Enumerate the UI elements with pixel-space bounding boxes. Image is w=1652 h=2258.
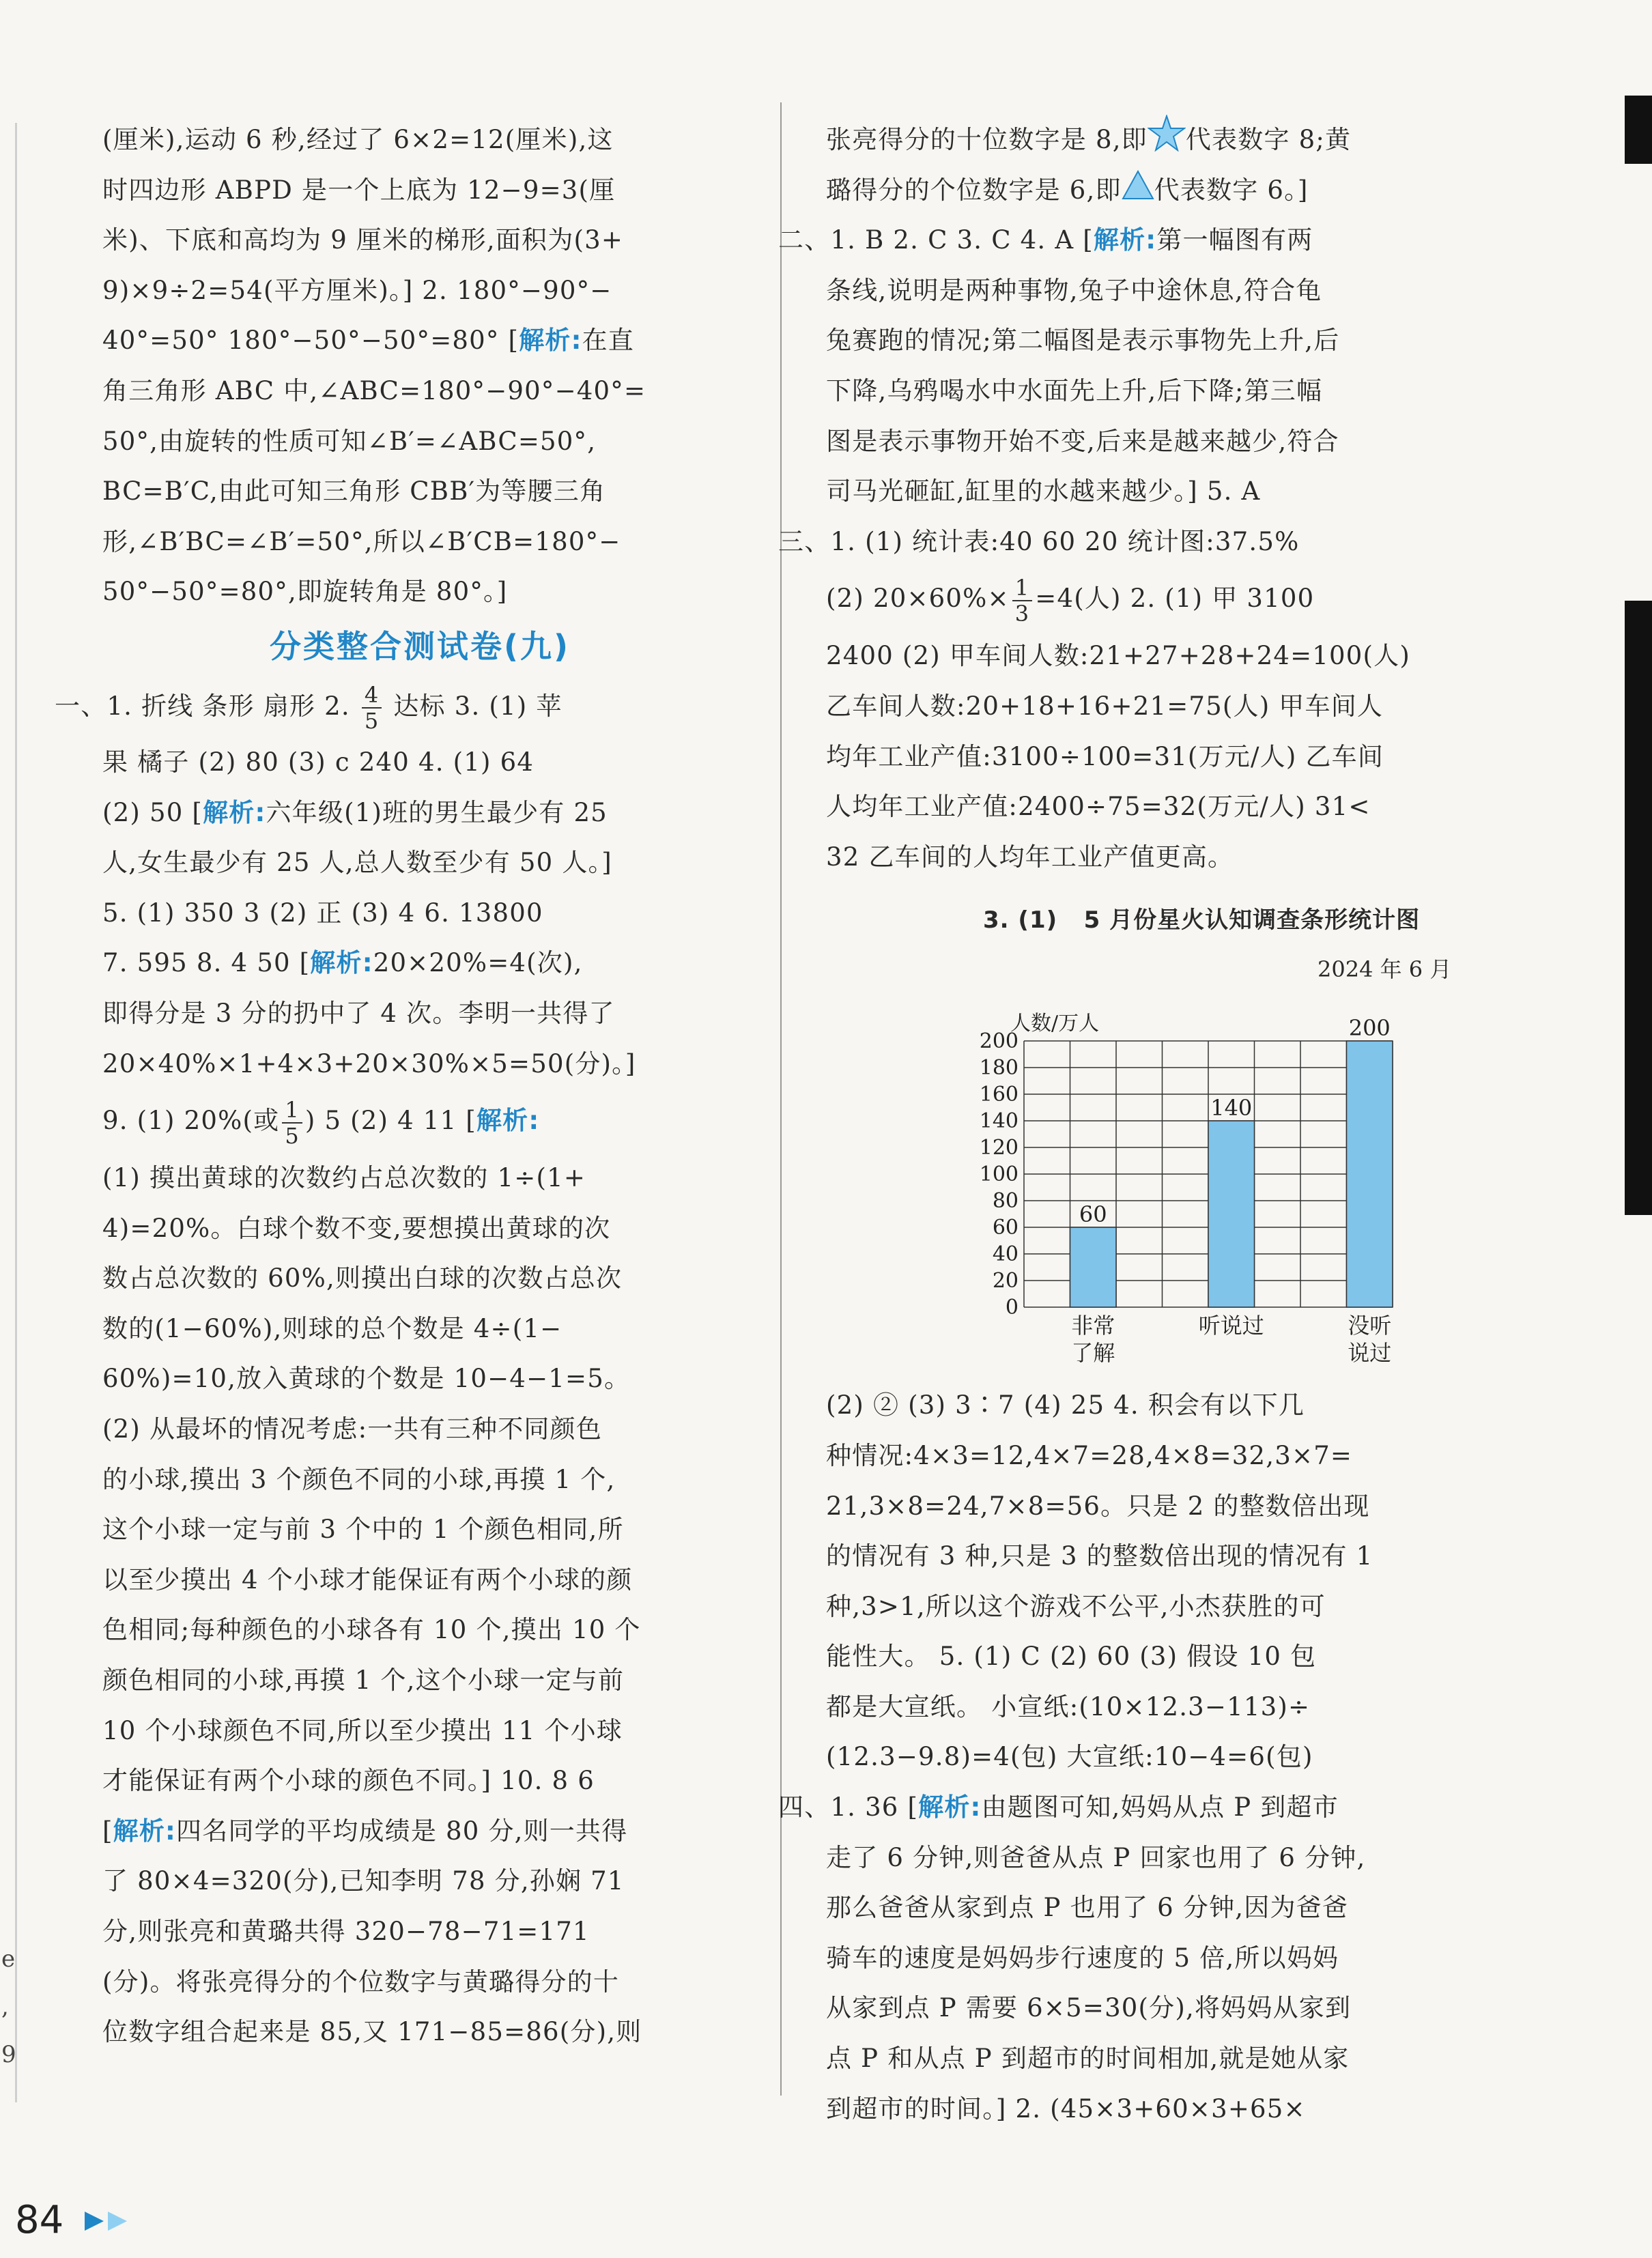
- fraction: $\frac{1}{3}$: [1012, 575, 1033, 626]
- y-tick-label: 200: [979, 1029, 1019, 1053]
- y-axis-label: 人数/万人: [1010, 1012, 1100, 1035]
- text-line: (2) ② (3) 3∶7 (4) 25 4. 积会有以下几: [826, 1390, 1305, 1420]
- text-line: 种,3>1,所以这个游戏不公平,小杰获胜的可: [826, 1591, 1326, 1621]
- text-line: 时四边形 ABPD 是一个上底为 12−9=3(厘: [102, 175, 616, 205]
- text-line: 32 乙车间的人均年工业产值更高。: [826, 842, 1234, 872]
- text-line: 三、1. (1) 统计表:40 60 20 统计图:37.5%: [778, 526, 1300, 556]
- data-label: 200: [1348, 1015, 1391, 1041]
- text-line: 骑车的速度是妈妈步行速度的 5 倍,所以妈妈: [826, 1943, 1339, 1973]
- text-line: (厘米),运动 6 秒,经过了 6×2=12(厘米),这: [102, 125, 614, 154]
- text-line: 9. (1) 20%(或 $\frac{1}{5}$ ) 5 (2) 4 11 [解析:: [102, 1096, 540, 1149]
- edge-mark: e: [1, 1945, 16, 1973]
- y-tick-label: 180: [979, 1056, 1019, 1080]
- text-line: 乙车间人数:20+18+16+21=75(人) 甲车间人: [826, 691, 1384, 721]
- analysis-label: 解析:: [310, 948, 373, 978]
- y-tick-label: 20: [992, 1269, 1019, 1293]
- scan-edge: [1625, 601, 1652, 1215]
- y-tick-label: 0: [1005, 1296, 1019, 1319]
- text-line: (1) 摸出黄球的次数约占总次数的 1÷(1+: [102, 1163, 586, 1193]
- edge-mark: 9: [1, 2041, 16, 2068]
- analysis-label: 解析:: [519, 326, 582, 356]
- text-line: 条线,说明是两种事物,兔子中途休息,符合龟: [826, 275, 1322, 305]
- data-label: 140: [1210, 1095, 1253, 1121]
- text-line: 位数字组合起来是 85,又 171−85=86(分),则: [102, 2017, 642, 2047]
- page-arrows-icon: [83, 2209, 131, 2236]
- section-title: 分类整合测试卷(九): [269, 627, 571, 665]
- text-line: 21,3×8=24,7×8=56。只是 2 的整数倍出现: [826, 1491, 1370, 1521]
- text-line: 2400 (2) 甲车间人数:21+27+28+24=100(人): [826, 641, 1410, 671]
- y-tick-label: 140: [979, 1109, 1019, 1133]
- text-line: 那么爸爸从家到点 P 也用了 6 分钟,因为爸爸: [826, 1893, 1349, 1923]
- y-tick-label: 120: [979, 1136, 1019, 1160]
- text-line: 一、1. 折线 条形 扇形 2. $\frac{4}{5}$ 达标 3. (1) 苹: [55, 682, 562, 734]
- text-line: 点 P 和从点 P 到超市的时间相加,就是她从家: [826, 2044, 1350, 2074]
- text-line: (2) 20×60%× $\frac{1}{3}$ =4(人) 2. (1) 甲 3100: [826, 574, 1315, 627]
- data-label: 60: [1079, 1201, 1107, 1227]
- text-line: 都是大宣纸。 小宣纸:(10×12.3−113)÷: [826, 1691, 1311, 1721]
- y-tick-label: 160: [979, 1083, 1019, 1106]
- left-margin-line: [15, 123, 17, 2102]
- bar: [1347, 1041, 1393, 1307]
- y-tick-label: 40: [992, 1242, 1019, 1266]
- text-line: 色相同;每种颜色的小球各有 10 个,摸出 10 个: [102, 1615, 641, 1645]
- y-tick-label: 80: [992, 1189, 1019, 1213]
- bar: [1208, 1121, 1255, 1307]
- text-line: (2) 从最坏的情况考虑:一共有三种不同颜色: [102, 1414, 603, 1444]
- text-line: (分)。将张亮得分的个位数字与黄璐得分的十: [102, 1967, 620, 1997]
- text-line: 这个小球一定与前 3 个中的 1 个颜色相同,所: [102, 1515, 624, 1545]
- analysis-label: 解析:: [203, 797, 266, 827]
- text-line: 才能保证有两个小球的颜色不同。] 10. 8 6: [102, 1766, 595, 1796]
- text-line: 米)、下底和高均为 9 厘米的梯形,面积为(3+: [102, 225, 624, 255]
- text-line: 40°=50° 180°−50°−50°=80° [解析:在直: [102, 326, 635, 356]
- y-tick-label: 100: [979, 1162, 1019, 1186]
- text-line: 4)=20%。白球个数不变,要想摸出黄球的次: [102, 1213, 611, 1243]
- text-line: 张亮得分的十位数字是 8,即 代表数字 8;黄: [826, 115, 1481, 165]
- text-line: BC=B′C,由此可知三角形 CBB′为等腰三角: [102, 476, 606, 506]
- text-line: 10 个小球颜色不同,所以至少摸出 11 个小球: [102, 1715, 623, 1745]
- edge-mark: ,: [1, 1993, 9, 2020]
- text-line: 人,女生最少有 25 人,总人数至少有 50 人。]: [102, 848, 612, 878]
- category-label: 没听: [1348, 1313, 1392, 1339]
- text-line: 璐得分的个位数字是 6,即 代表数字 6。]: [826, 165, 1481, 216]
- text-line: 5. (1) 350 3 (2) 正 (3) 4 6. 13800: [102, 898, 543, 928]
- fraction: $\frac{4}{5}$: [362, 683, 382, 733]
- star-icon: [1148, 115, 1186, 169]
- analysis-label: 解析:: [113, 1816, 177, 1846]
- text-line: 走了 6 分钟,则爸爸从点 P 回家也用了 6 分钟,: [826, 1842, 1366, 1872]
- analysis-label: 解析:: [918, 1792, 982, 1823]
- text-line: 二、1. B 2. C 3. C 4. A [解析:第一幅图有两: [778, 225, 1313, 255]
- text-line: 分,则张亮和黄璐共得 320−78−71=171: [102, 1917, 590, 1946]
- text-line: 7. 595 8. 4 50 [解析:20×20%=4(次),: [102, 948, 583, 978]
- text-line: 兔赛跑的情况;第二幅图是表示事物先上升,后: [826, 326, 1340, 356]
- text-line: 图是表示事物开始不变,后来是越来越少,符合: [826, 426, 1339, 456]
- text-line: 了 80×4=320(分),已知李明 78 分,孙娴 71: [102, 1866, 625, 1896]
- chart-title: 3. (1) 5 月份星火认知调查条形统计图: [983, 906, 1421, 934]
- fraction: $\frac{1}{5}$: [282, 1098, 302, 1148]
- text-line: 以至少摸出 4 个小球才能保证有两个小球的颜: [102, 1564, 633, 1595]
- scan-edge: [1625, 96, 1652, 164]
- bar-chart: [935, 993, 1413, 1389]
- text-line: [解析:四名同学的平均成绩是 80 分,则一共得: [102, 1816, 628, 1846]
- text-line: 50°−50°=80°,即旋转角是 80°。]: [102, 577, 508, 607]
- category-label: 了解: [1071, 1340, 1115, 1366]
- y-tick-label: 60: [992, 1216, 1019, 1240]
- text-line: 能性大。 5. (1) C (2) 60 (3) 假设 10 包: [826, 1642, 1317, 1672]
- analysis-label: 解析:: [1093, 225, 1157, 255]
- text-line: 数的(1−60%),则球的总个数是 4÷(1−: [102, 1313, 562, 1343]
- text-line: 形,∠B′BC=∠B′=50°,所以∠B′CB=180°−: [102, 526, 621, 556]
- text-line: 人均年工业产值:2400÷75=32(万元/人) 31<: [826, 792, 1371, 822]
- text-line: 四、1. 36 [解析:由题图可知,妈妈从点 P 到超市: [778, 1792, 1339, 1823]
- text-line: 角三角形 ABC 中,∠ABC=180°−90°−40°=: [102, 375, 646, 405]
- text-line: 果 橘子 (2) 80 (3) c 240 4. (1) 64: [102, 747, 535, 777]
- text-line: 即得分是 3 分的扔中了 4 次。李明一共得了: [102, 998, 615, 1028]
- text-line: 司马光砸缸,缸里的水越来越少。] 5. A: [826, 476, 1261, 506]
- text-line: 的小球,摸出 3 个颜色不同的小球,再摸 1 个,: [102, 1464, 616, 1494]
- bar: [1070, 1227, 1117, 1307]
- text-line: 50°,由旋转的性质可知∠B′=∠ABC=50°,: [102, 426, 597, 456]
- analysis-label: 解析:: [476, 1106, 540, 1136]
- text-line: 从家到点 P 需要 6×5=30(分),将妈妈从家到: [826, 1993, 1352, 2023]
- text-line: 下降,乌鸦喝水中水面先上升,后下降;第三幅: [826, 375, 1323, 405]
- text-line: 20×40%×1+4×3+20×30%×5=50(分)。]: [102, 1048, 636, 1078]
- text-line: 颜色相同的小球,再摸 1 个,这个小球一定与前: [102, 1666, 625, 1696]
- text-line: 均年工业产值:3100÷100=31(万元/人) 乙车间: [826, 741, 1384, 771]
- category-label: 说过: [1348, 1340, 1392, 1366]
- chart-date: 2024 年 6 月: [1318, 956, 1452, 982]
- text-line: (12.3−9.8)=4(包) 大宣纸:10−4=6(包): [826, 1742, 1313, 1772]
- text-line: 数占总次数的 60%,则摸出白球的次数占总次: [102, 1263, 623, 1294]
- text-line: 种情况:4×3=12,4×7=28,4×8=32,3×7=: [826, 1440, 1353, 1470]
- text-line: 9)×9÷2=54(平方厘米)。] 2. 180°−90°−: [102, 275, 612, 305]
- text-line: 60%)=10,放入黄球的个数是 10−4−1=5。: [102, 1364, 631, 1394]
- triangle-icon: [1122, 167, 1154, 217]
- text-line: (2) 50 [解析:六年级(1)班的男生最少有 25: [102, 797, 608, 827]
- category-label: 非常: [1071, 1313, 1115, 1339]
- text-line: 到超市的时间。] 2. (45×3+60×3+65×: [826, 2093, 1306, 2124]
- category-label: 听说过: [1198, 1313, 1264, 1339]
- text-line: 的情况有 3 种,只是 3 的整数倍出现的情况有 1: [826, 1541, 1373, 1571]
- page-number: 84: [15, 2198, 64, 2242]
- left-column: [55, 115, 737, 2057]
